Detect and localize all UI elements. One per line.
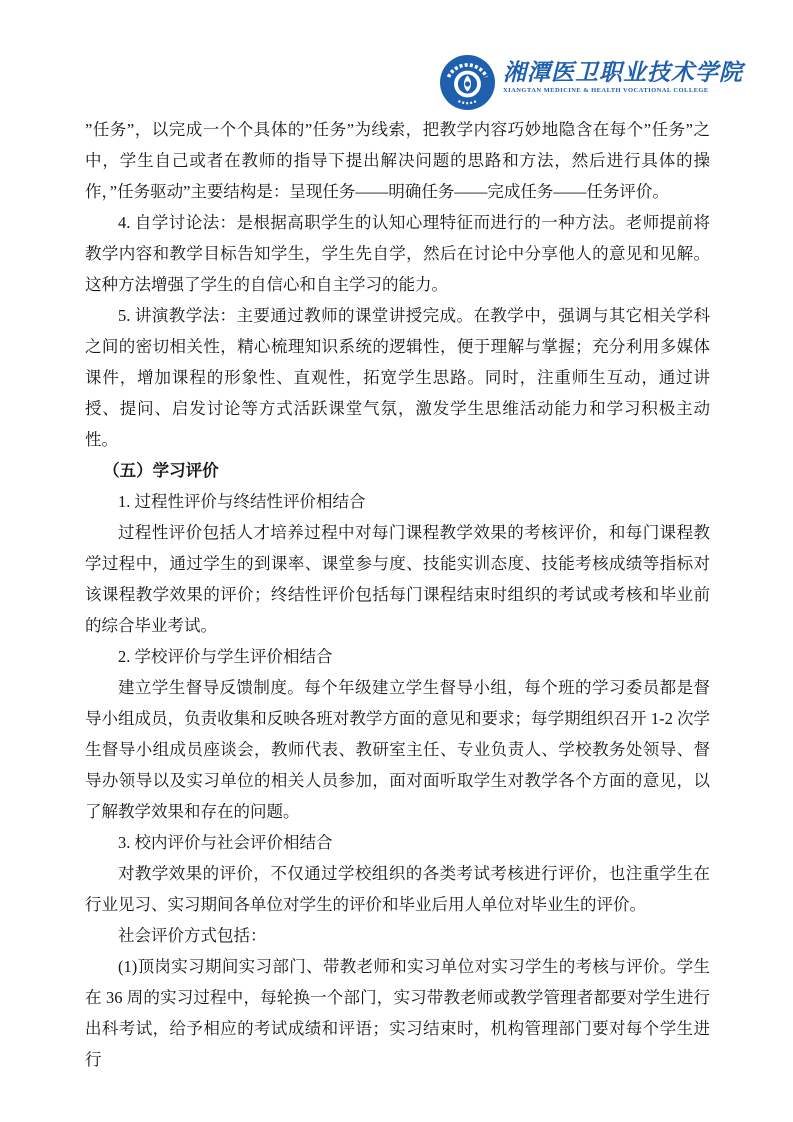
paragraph: ”任务”，以完成一个个具体的”任务”为线索，把教学内容巧妙地隐含在每个”任务”之中，学生自己或者在教师的指导下提出解决问题的思路和方法，然后进行具体的操作，”任务驱动”主要结构是：呈现任务——明确任务——完成任务——任务评价。 <box>85 120 710 201</box>
page-header <box>0 0 793 111</box>
paragraph: 建立学生督导反馈制度。每个年级建立学生督导小组，每个班的学习委员都是督导小组成员，负责收集和反映各班对教学方面的意见和要求；每学期组织召开 1-2 次学生督导小组成员座谈会，教师代表、教研室主任、专业负责人、学校教务处领导、督导办领导以及实习单位的相关人员参加，面对面听取学生对教学各个方面的意见，以了解教学效果和存在的问题。 <box>85 678 710 821</box>
paragraph: 5. 讲演教学法：主要通过教师的课堂讲授完成。在教学中，强调与其它相关学科之间的密切相关性，精心梳理知识系统的逻辑性，便于理解与掌握；充分利用多媒体课件，增加课程的形象性、直观性，拓宽学生思路。同时，注重师生互动，通过讲授、提问、启发讨论等方式活跃课堂气氛，激发学生思维活动能力和学习积极主动性。 <box>85 306 710 449</box>
paragraph: 过程性评价包括人才培养过程中对每门课程教学效果的考核评价，和每门课程教学过程中，通过学生的到课率、课堂参与度、技能实训态度、技能考核成绩等指标对该课程教学效果的评价；终结性评价包括每门课程结束时组织的考试或考核和毕业前的综合毕业考试。 <box>85 523 710 635</box>
college-name-zh: 湘潭医卫职业技术学院 <box>503 60 743 85</box>
college-logo <box>439 54 743 111</box>
paragraph: 3. 校内评价与社会评价相结合 <box>118 833 333 852</box>
college-emblem-icon <box>439 54 496 111</box>
paragraph: 对教学效果的评价，不仅通过学校组织的各类考试考核进行评价，也注重学生在行业见习、实习期间各单位对学生的评价和毕业后用人单位对毕业生的评价。 <box>85 864 710 914</box>
college-name-block <box>503 54 743 94</box>
paragraph: 1. 过程性评价与终结性评价相结合 <box>118 492 366 511</box>
college-name-en: XIANGTAN MEDICINE & HEALTH VOCATIONAL COLLEGE <box>503 87 709 94</box>
paragraph: 社会评价方式包括： <box>118 926 267 945</box>
paragraph: 4. 自学讨论法：是根据高职学生的认知心理特征而进行的一种方法。老师提前将教学内容和教学目标告知学生，学生先自学，然后在讨论中分享他人的意见和见解。这种方法增强了学生的自信心和自主学习的能力。 <box>85 213 710 294</box>
document-body <box>0 111 793 1075</box>
paragraph: (1)顶岗实习期间实习部门、带教老师和实习单位对实习学生的考核与评价。学生在 36 周的实习过程中，每轮换一个部门，实习带教老师或教学管理者都要对学生进行出科考试，给予相应的考试成绩和评语；实习结束时，机构管理部门要对每个学生进行 <box>85 957 710 1069</box>
paragraph: 2. 学校评价与学生评价相结合 <box>118 647 333 666</box>
section-heading: （五）学习评价 <box>103 461 219 480</box>
